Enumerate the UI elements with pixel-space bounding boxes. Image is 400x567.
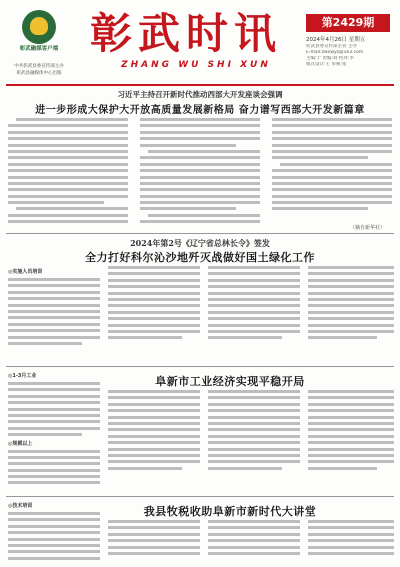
issue-number-badge: 第2429期 — [306, 14, 390, 32]
second-column-4 — [308, 266, 394, 364]
third-column-2 — [108, 390, 200, 494]
credit-line: 主编:于 责编:刘 校对:李 — [306, 56, 354, 61]
second-kicker: 2024年第2号《辽宁省总林长令》签发 — [130, 238, 270, 248]
section-divider — [6, 366, 394, 367]
publication-date: 2024年4月26日 星期五 — [306, 37, 366, 43]
third-column-3 — [208, 390, 300, 494]
third-headline: 阜新市工业经济实现平稳开局 — [155, 375, 305, 388]
fourth-column-3 — [208, 520, 300, 564]
newspaper-title-pinyin: ZHANG WU SHI XUN — [121, 60, 271, 70]
logo-caption-publisher: 中共彰武县委宣传部主办 彰武县融媒体中心出版 — [14, 64, 64, 76]
third-column-4 — [308, 390, 394, 494]
second-headline: 全力打好科尔沁沙地歼灭战做好国土绿化工作 — [85, 251, 315, 264]
lead-headline: 进一步形成大保护大开放高质量发展新格局 奋力谱写西部大开发新篇章 — [35, 105, 365, 116]
section-divider — [6, 496, 394, 497]
publisher-logo — [10, 10, 68, 76]
section-subhead: ◎技术培训 — [8, 503, 33, 509]
fourth-column-2 — [108, 520, 200, 564]
credit-line: 彰武县委宣传部主管 主办 — [306, 44, 357, 49]
lead-credit: （摘自新华社） — [350, 225, 386, 231]
logo-caption-app: 彰武融媒客户端 — [19, 46, 59, 52]
masthead — [6, 4, 394, 82]
newspaper-title: 彰武时讯 — [89, 9, 282, 58]
logo-caption — [10, 46, 68, 77]
credit-line: 版式设计:王 审核:张 — [306, 62, 347, 67]
section-subhead: ◎规模以上 — [8, 440, 33, 447]
second-column-2 — [108, 266, 200, 364]
lead-column-3 — [272, 118, 392, 222]
fourth-column-1 — [8, 500, 100, 564]
section-subhead: ◎实施人员培训 — [8, 269, 43, 275]
section-divider — [6, 233, 394, 234]
lead-column-2 — [140, 118, 260, 230]
second-column-3 — [208, 266, 300, 364]
masthead-credits — [306, 44, 396, 68]
second-column-1 — [8, 266, 100, 364]
credit-line: E-mail:zwxwyz@163.com — [306, 50, 364, 55]
third-column-1 — [8, 370, 100, 494]
section-subhead: ◎1-3月工业 — [8, 373, 37, 379]
fourth-headline: 我县牧税收助阜新市新时代大讲堂 — [143, 505, 317, 518]
lead-kicker: 习近平主持召开新时代推动西部大开发座谈会强调 — [117, 90, 283, 99]
lead-column-1 — [8, 118, 128, 230]
fourth-column-4 — [308, 520, 394, 564]
leaf-icon — [22, 10, 56, 44]
masthead-rule — [6, 84, 394, 86]
